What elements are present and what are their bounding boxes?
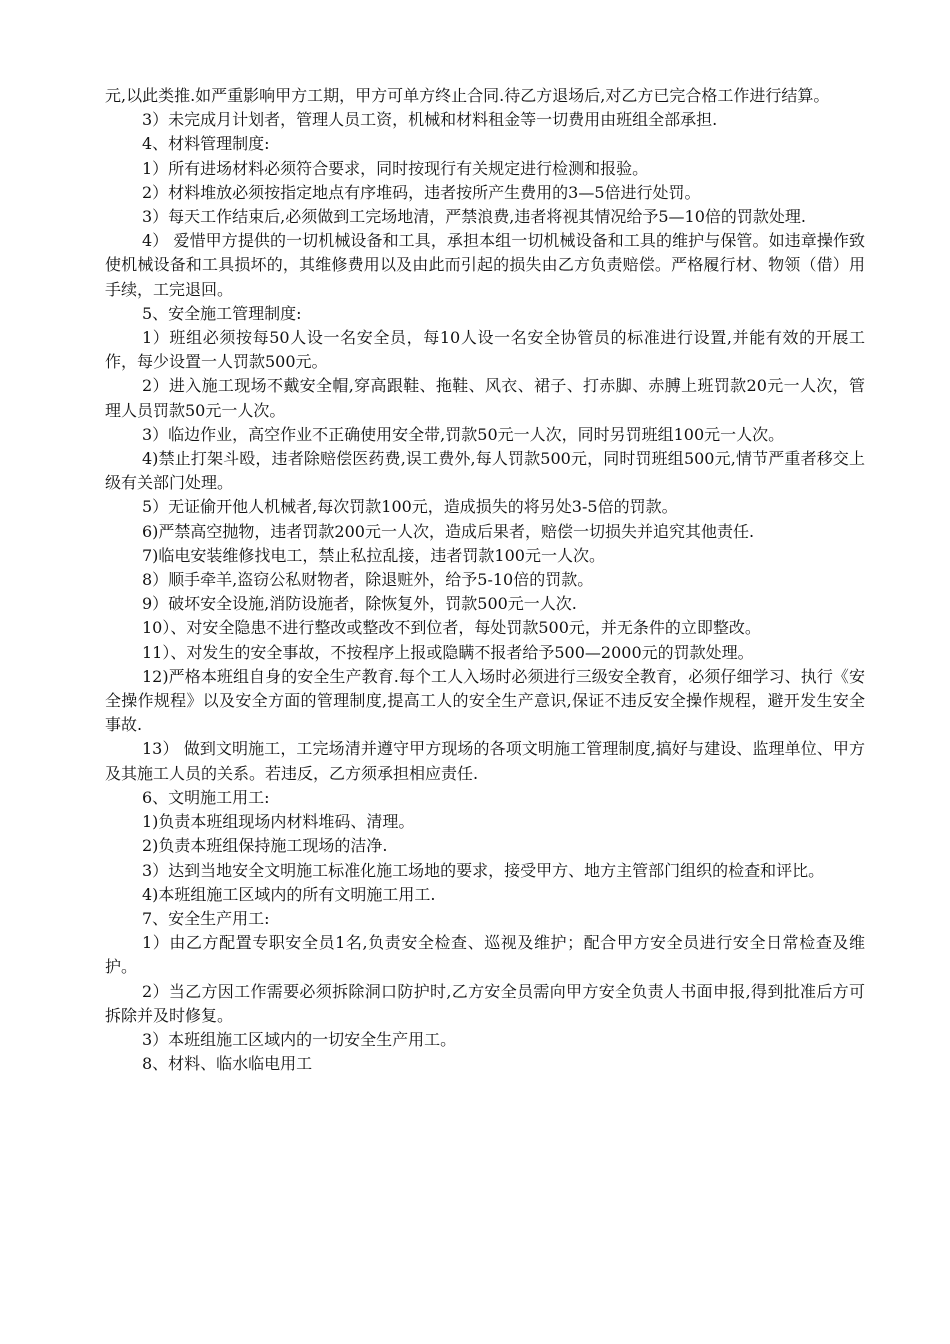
section-heading: 4、材料管理制度: [142, 134, 270, 154]
paragraph: 3）未完成月计划者，管理人员工资，机械和材料租金等一切费用由班组全部承担. [142, 110, 718, 130]
paragraph: 2）进入施工现场不戴安全帽,穿高跟鞋、拖鞋、风衣、裙子、打赤脚、赤膊上班罚款20元一人次，管理人员罚款50元一人次。 [105, 376, 865, 420]
paragraph: 4)本班组施工区域内的所有文明施工用工. [142, 884, 436, 904]
paragraph: 4） 爱惜甲方提供的一切机械设备和工具，承担本组一切机械设备和工具的维护与保管。如违章操作致使机械设备和工具损坏的，其维修费用以及由此而引起的损失由乙方负责赔偿。严格履行材、物领（借）用手续，工完退回。 [105, 231, 865, 299]
paragraph: 2)负责本班组保持施工现场的洁净. [142, 836, 388, 856]
section-heading: 8、材料、临水临电用工 [142, 1054, 313, 1074]
paragraph: 2）当乙方因工作需要必须拆除洞口防护时,乙方安全员需向甲方安全负责人书面申报,得到批准后方可拆除并及时修复。 [105, 981, 865, 1025]
section-heading: 6、文明施工用工: [142, 787, 270, 807]
paragraph: 7)临电安装维修找电工，禁止私拉乱接，违者罚款100元一人次。 [142, 545, 605, 565]
paragraph: 3）本班组施工区域内的一切安全生产用工。 [142, 1029, 457, 1049]
paragraph: 8）顺手牵羊,盗窃公私财物者，除退赃外，给予5-10倍的罚款。 [142, 570, 594, 590]
section-heading: 7、安全生产用工: [142, 908, 270, 928]
paragraph: 2）材料堆放必须按指定地点有序堆码，违者按所产生费用的3—5倍进行处罚。 [142, 182, 701, 202]
paragraph: 5）无证偷开他人机械者,每次罚款100元，造成损失的将另处3-5倍的罚款。 [142, 497, 678, 517]
paragraph: 10）、对安全隐患不进行整改或整改不到位者，每处罚款500元，并无条件的立即整改。 [142, 618, 761, 638]
paragraph: 9）破坏安全设施,消防设施者，除恢复外，罚款500元一人次. [142, 594, 577, 614]
section-heading: 5、安全施工管理制度: [142, 303, 302, 323]
paragraph: 3）每天工作结束后,必须做到工完场地清，严禁浪费,违者将视其情况给予5—10倍的罚款处理. [142, 207, 806, 227]
paragraph: 1）班组必须按每50人设一名安全员，每10人设一名安全协管员的标准进行设置,并能有效的开展工作，每少设置一人罚款500元。 [105, 328, 865, 372]
paragraph: 4)禁止打架斗殴，违者除赔偿医药费,误工费外,每人罚款500元，同时罚班组500元,情节严重者移交上级有关部门处理。 [105, 449, 865, 493]
document-body [105, 84, 865, 1076]
paragraph: 1）由乙方配置专职安全员1名,负责安全检查、巡视及维护；配合甲方安全员进行安全日常检查及维护。 [105, 933, 865, 977]
paragraph: 3）临边作业，高空作业不正确使用安全带,罚款50元一人次，同时另罚班组100元一人次。 [142, 424, 785, 444]
paragraph: 13） 做到文明施工，工完场清并遵守甲方现场的各项文明施工管理制度,搞好与建设、监理单位、甲方及其施工人员的关系。若违反，乙方须承担相应责任. [105, 739, 865, 783]
paragraph: 11）、对发生的安全事故，不按程序上报或隐瞒不报者给予500—2000元的罚款处理。 [142, 642, 754, 662]
paragraph: 12)严格本班组自身的安全生产教育.每个工人入场时必须进行三级安全教育，必须仔细学习、执行《安全操作规程》以及安全方面的管理制度,提高工人的安全生产意识,保证不违反安全操作规程，避开发生安全事故. [105, 666, 865, 735]
paragraph: 元,以此类推.如严重影响甲方工期，甲方可单方终止合同.待乙方退场后,对乙方已完合格工作进行结算。 [105, 86, 830, 105]
paragraph: 1)负责本班组现场内材料堆码、清理。 [142, 812, 415, 832]
paragraph: 3）达到当地安全文明施工标准化施工场地的要求，接受甲方、地方主管部门组织的检查和评比。 [142, 860, 825, 880]
paragraph: 1）所有进场材料必须符合要求，同时按现行有关规定进行检测和报验。 [142, 158, 649, 178]
paragraph: 6)严禁高空抛物，违者罚款200元一人次，造成后果者，赔偿一切损失并追究其他责任. [142, 521, 755, 541]
